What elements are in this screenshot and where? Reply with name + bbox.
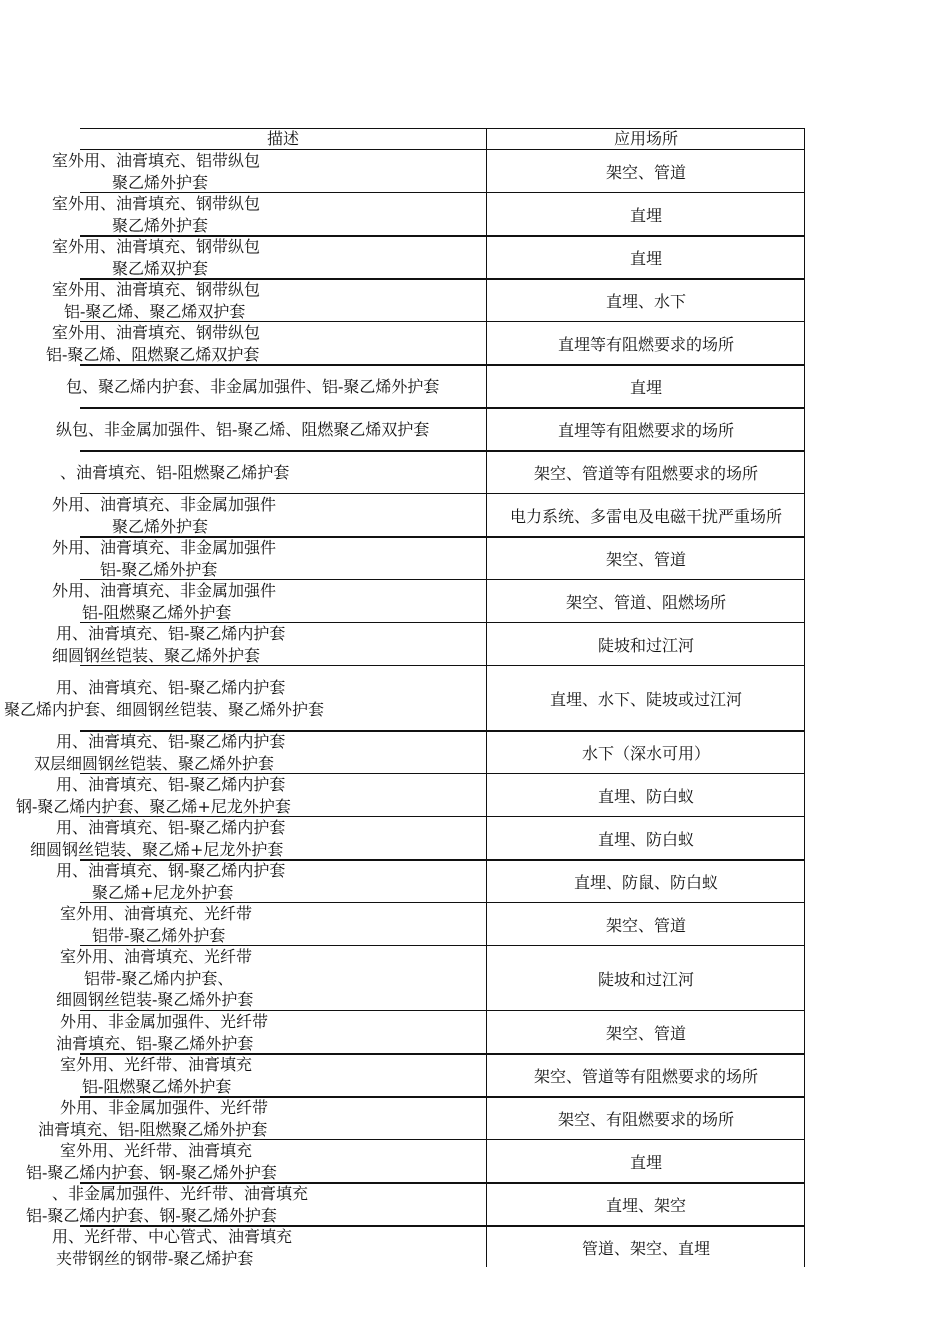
description-line: 夹带钢丝的钢带-聚乙烯护套 [56,1248,254,1268]
row-description [0,860,486,903]
table-row [0,623,806,666]
row-description [0,1226,486,1269]
description-line: 细圆钢丝铠装、聚乙烯+尼龙外护套 [30,839,284,859]
description-line: 用、油膏填充、铝-聚乙烯内护套 [56,678,286,697]
row-divider [80,902,805,903]
description-line: 聚乙烯内护套、细圆钢丝铠装、聚乙烯外护套 [4,699,325,719]
row-description [0,623,486,666]
description-line: 用、油膏填充、钢-聚乙烯内护套 [56,861,286,880]
row-application: 架空、管道 [605,1024,686,1043]
row-application: 架空、管道 [605,163,686,182]
table-header [0,128,806,150]
description-line: 铝-聚乙烯内护套、钢-聚乙烯外护套 [26,1205,277,1225]
row-divider [80,536,805,538]
row-application: 直埋、防鼠、防白蚁 [573,873,718,892]
description-line: 钢-聚乙烯内护套、聚乙烯+尼龙外护套 [16,796,291,816]
table-row [0,666,806,731]
header-description: 描述 [266,129,299,148]
table-row [0,903,806,946]
row-divider [80,730,805,732]
row-application: 直埋、架空 [605,1196,686,1215]
row-divider [80,493,805,494]
row-description [0,150,486,193]
table-row [0,1097,806,1140]
row-description [0,494,486,537]
description-line: 聚乙烯外护套 [112,516,209,536]
row-application: 直埋 [629,378,662,397]
description-line: 铝-聚乙烯内护套、钢-聚乙烯外护套 [26,1162,277,1182]
description-line: 室外用、光纤带、油膏填充 [60,1141,253,1160]
row-divider [80,665,805,666]
table-row [0,193,806,236]
row-divider [80,149,805,150]
row-divider [80,321,805,322]
description-line: 铝-聚乙烯、阻燃聚乙烯双护套 [46,344,260,364]
row-application: 架空、管道、阻燃场所 [565,593,726,612]
table-row [0,279,806,322]
description-line: 室外用、油膏填充、铝带纵包 [52,151,261,170]
table-row [0,774,806,817]
row-application: 架空、有阻燃要求的场所 [557,1110,734,1129]
row-description [0,193,486,236]
row-divider [80,235,805,237]
table-body [0,150,806,1269]
description-line: 铝-阻燃聚乙烯外护套 [82,602,232,622]
header-application: 应用场所 [613,129,678,148]
table-row [0,236,806,279]
row-divider [80,1096,805,1098]
table-row [0,451,806,494]
description-line: 外用、油膏填充、非金属加强件 [52,538,277,557]
table-row [0,365,806,408]
row-divider [80,945,805,946]
row-application: 直埋 [629,1153,662,1172]
row-divider [80,1053,805,1055]
description-line: 用、油膏填充、铝-聚乙烯内护套 [56,732,286,751]
row-application: 直埋等有阻燃要求的场所 [557,335,734,354]
row-description [0,279,486,322]
description-line: 聚乙烯+尼龙外护套 [92,882,234,902]
description-line: 细圆钢丝铠装-聚乙烯外护套 [56,990,254,1010]
table-row [0,731,806,774]
row-divider [80,1225,805,1227]
row-description [0,1011,486,1054]
row-application: 管道、架空、直埋 [581,1239,710,1258]
description-line: 室外用、油膏填充、钢带纵包 [52,237,261,256]
row-divider [80,278,805,280]
description-line: 外用、油膏填充、非金属加强件 [52,581,277,600]
description-line: 铝带-聚乙烯内护套、 [84,968,234,988]
description-line: 铝-阻燃聚乙烯外护套 [82,1076,232,1096]
row-description [0,365,486,408]
description-line: 用、油膏填充、铝-聚乙烯内护套 [56,624,286,643]
table-row [0,1140,806,1183]
row-description [0,408,486,451]
row-description [0,580,486,623]
cable-table [0,128,806,1269]
description-line: 外用、油膏填充、非金属加强件 [52,495,277,514]
row-divider [80,622,805,623]
description-line: 室外用、光纤带、油膏填充 [60,1055,253,1074]
description-line: 室外用、油膏填充、钢带纵包 [52,323,261,342]
row-description [0,1054,486,1097]
row-description [0,903,486,946]
row-divider [80,192,805,193]
table-row [0,1054,806,1097]
row-application: 陡坡和过江河 [597,970,694,989]
row-description [0,817,486,860]
row-description [0,666,486,731]
row-divider [80,816,805,817]
row-application: 直埋等有阻燃要求的场所 [557,421,734,440]
description-line: 铝-聚乙烯、聚乙烯双护套 [64,301,246,321]
row-application: 水下（深水可用） [581,744,710,763]
row-description [0,774,486,817]
table-row [0,580,806,623]
table-row [0,150,806,193]
table-row [0,817,806,860]
description-line: 室外用、油膏填充、钢带纵包 [52,280,261,299]
row-application: 直埋、水下、陡坡或过江河 [549,690,742,709]
row-description [0,1097,486,1140]
row-application: 电力系统、多雷电及电磁干扰严重场所 [509,507,782,526]
row-application: 直埋 [629,249,662,268]
description-line: 用、油膏填充、铝-聚乙烯内护套 [56,818,286,837]
row-application: 架空、管道等有阻燃要求的场所 [533,464,758,483]
description-line: 双层细圆钢丝铠装、聚乙烯外护套 [34,753,275,773]
table-row [0,1183,806,1226]
table-row [0,494,806,537]
description-line: 油膏填充、铝-阻燃聚乙烯外护套 [38,1119,268,1139]
description-line: 聚乙烯外护套 [112,172,209,192]
row-application: 架空、管道等有阻燃要求的场所 [533,1067,758,1086]
row-divider [80,1010,805,1011]
description-line: 、非金属加强件、光纤带、油膏填充 [52,1184,309,1203]
row-description [0,1140,486,1183]
description-line: 、油膏填充、铝-阻燃聚乙烯护套 [60,462,290,482]
row-description [0,451,486,494]
row-divider [80,407,805,409]
description-line: 纵包、非金属加强件、铝-聚乙烯、阻燃聚乙烯双护套 [56,419,430,439]
row-application: 架空、管道 [605,916,686,935]
description-line: 细圆钢丝铠装、聚乙烯外护套 [52,645,261,665]
table-row [0,408,806,451]
row-description [0,322,486,365]
table-row [0,860,806,903]
row-application: 直埋 [629,206,662,225]
table-row [0,322,806,365]
row-description [0,731,486,774]
table-row [0,946,806,1011]
row-divider [80,1139,805,1140]
column-divider [486,128,487,1267]
description-line: 包、聚乙烯内护套、非金属加强件、铝-聚乙烯外护套 [66,376,440,396]
row-divider [80,859,805,861]
row-description [0,236,486,279]
description-line: 用、油膏填充、铝-聚乙烯内护套 [56,775,286,794]
row-application: 直埋、水下 [605,292,686,311]
description-line: 室外用、油膏填充、光纤带 [60,904,253,923]
row-application: 陡坡和过江河 [597,636,694,655]
table-row [0,537,806,580]
row-description [0,946,486,1011]
description-line: 铝-聚乙烯外护套 [100,559,218,579]
row-application: 直埋、防白蚁 [597,830,694,849]
row-divider [80,1182,805,1184]
row-divider [80,364,805,366]
row-divider [80,773,805,774]
description-line: 铝带-聚乙烯外护套 [92,925,226,945]
table-row [0,1011,806,1054]
row-divider [80,450,805,452]
description-line: 室外用、油膏填充、钢带纵包 [52,194,261,213]
row-description [0,537,486,580]
description-line: 聚乙烯双护套 [112,258,209,278]
row-application: 架空、管道 [605,550,686,569]
description-line: 外用、非金属加强件、光纤带 [60,1098,269,1117]
description-line: 外用、非金属加强件、光纤带 [60,1012,269,1031]
row-divider [80,579,805,580]
description-line: 室外用、油膏填充、光纤带 [60,947,253,967]
description-line: 油膏填充、铝-聚乙烯外护套 [56,1033,254,1053]
description-line: 聚乙烯外护套 [112,215,209,235]
row-description [0,1183,486,1226]
description-line: 用、光纤带、中心管式、油膏填充 [52,1227,293,1246]
table-right-border [804,128,805,1267]
table-row [0,1226,806,1269]
row-application: 直埋、防白蚁 [597,787,694,806]
